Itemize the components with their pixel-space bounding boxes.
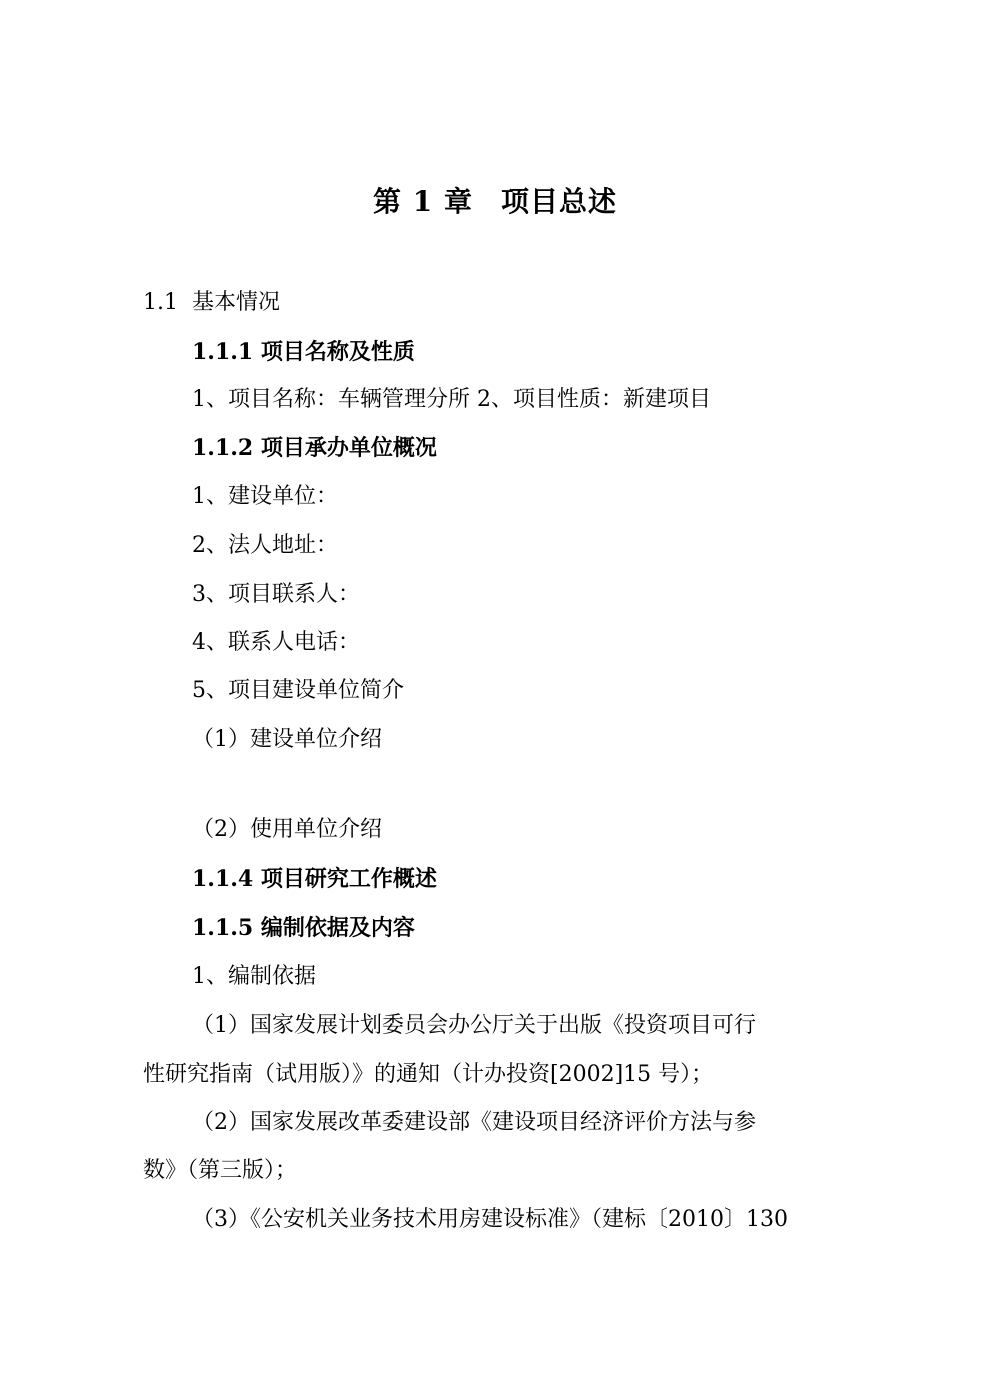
section-heading-1-1-2: 1.1.2 项目承办单位概况	[192, 435, 437, 461]
section-heading-1-1-1: 1.1.1 项目名称及性质	[192, 339, 415, 365]
chapter-number: 第 1 章	[373, 185, 473, 218]
section-number: 1.1	[143, 290, 178, 315]
basis-item-line: 性研究指南（试用版）》的通知（计办投资[2002]15 号）；	[143, 1062, 714, 1087]
sub-list-item: （1）建设单位介绍	[192, 727, 382, 752]
list-item: 2、法人地址：	[192, 533, 338, 558]
basis-item-line: （2）国家发展改革委建设部《建设项目经济评价方法与参	[192, 1110, 756, 1135]
project-name-nature-line: 1、项目名称：车辆管理分所 2、项目性质：新建项目	[192, 387, 711, 412]
sub-list-item: （2）使用单位介绍	[192, 817, 382, 842]
chapter-title	[0, 185, 990, 218]
section-title: 基本情况	[192, 290, 281, 315]
chapter-name: 项目总述	[500, 185, 617, 218]
section-heading-1-1-4: 1.1.4 项目研究工作概述	[192, 866, 437, 892]
list-item: 1、建设单位：	[192, 484, 338, 509]
section-heading-1-1-5: 1.1.5 编制依据及内容	[192, 915, 415, 941]
section-heading-1-1	[143, 292, 280, 314]
list-item: 3、项目联系人：	[192, 582, 360, 607]
list-item: 4、联系人电话：	[192, 630, 360, 655]
list-item: 5、项目建设单位简介	[192, 678, 404, 703]
basis-item-line: 数》（第三版）；	[143, 1158, 298, 1183]
basis-item-line: （1）国家发展计划委员会办公厅关于出版《投资项目可行	[192, 1013, 756, 1038]
basis-label: 1、编制依据	[192, 964, 316, 989]
basis-item-line: （3）《公安机关业务技术用房建设标准》（建标〔2010〕130	[192, 1207, 788, 1232]
